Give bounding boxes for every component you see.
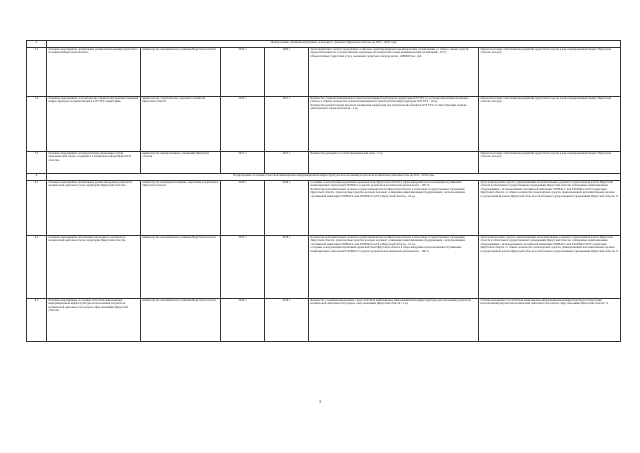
subprogram-title: Подпрограмма «Создание областной навигационно-информационной инфраструктуры использования результатов космической деятельности» на 2015 - 2016 годы xyxy=(47,174,621,181)
activity-cell: Основное мероприятие «Осуществление управления особой экономической зоной, созданной в Слюдянском районе Иркутской области» xyxy=(47,152,141,174)
indicators-cell: Количество исполнительных органов государственной власти Иркутской области и областных государственных учреждений Иркутской области, транспортные средства которых подлежат оснащению навигационным оборудованием с использованием спутниковой навигации ГЛОНАСС или ГЛОНАСС/GPS в Иркутской области - 14 ед.; Создание и актуализация нормативно-правовой базы Иркутской области в сфере внедрения и использования спутниковых навигационных технологий ГЛОНАСС и других результатов космической деятельности - 100 % xyxy=(309,236,479,299)
indicators-cell: Количество объектов инженерной и транспортной инфраструктуры на территории ОЭЗ ТРТ, по которым выполнены проектные работы, к общему количеству объектов инженерной и транспортной инфраструктуры ОЭЗ ТРТ - 16 ед.; Количество разработанных проектов планировки территории для строительства объектов ОЭЗ ТРТ, соответствующих нормам действующего законодательства - 3 ед. xyxy=(309,97,479,152)
indicators-cell: Создание и актуализация нормативно-правовой базы Иркутской области в сфере внедрения и использования спутниковых навигационных технологий ГЛОНАСС и других результатов космической деятельности - 100 %; Количество исполнительных органов государственной власти Иркутской области и областных государственных учреждений Иркутской области, транспортные средства которых подлежат оснащению навигационным оборудованием с использованием спутниковой навигации ГЛОНАСС или ГЛОНАСС/GPS в Иркутской области - 14 ед. xyxy=(309,181,479,236)
row-number: 6.2 xyxy=(27,236,47,299)
executor-cell: министерство экономического развития Иркутской области xyxy=(141,299,221,342)
table-row xyxy=(27,152,621,174)
end-year-cell: 2016 г. xyxy=(265,181,309,236)
end-year-cell: 2020 г. xyxy=(265,48,309,97)
executor-cell: министерство экономического развития Иркутской области xyxy=(141,236,221,299)
indicators-cell: Доля бюджетных средств, выделяемых социально-ориентированным некоммерческим организациям, от общего объема средств, предусмотренных на государственную поддержку на конкурсной основе некоммерческих организаций - 10 %; Объем платных туристских услуг, оказанных туристам и экскурсантам - 2485600 тыс. руб. xyxy=(309,48,479,97)
end-year-cell: 2017 г. xyxy=(265,152,309,174)
result-cell: Доля транспортных средств, принадлежащих исполнительным органам государственной власти Иркутской области и областным государственным учреждениям Иркутской области, оснащенных навигационным оборудованием с использованием спутниковой навигации ГЛОНАСС или ГЛОНАСС/GPS территории Иркутской области, от общего количества транспортных средств, принадлежащих исполнительным органам государственной власти Иркутской области и областным государственным учреждениям Иркутской области, % xyxy=(479,236,621,299)
row-number: 5.3 xyxy=(27,152,47,174)
subprogram-row xyxy=(27,174,621,181)
start-year-cell: 2016 г. xyxy=(221,181,265,236)
result-cell: Доля транспортных средств, принадлежащих исполнительным органам государственной власти Иркутской области и областным государственным учреждениям Иркутской области, оснащенных навигационным оборудованием с использованием спутниковой навигации ГЛОНАСС или ГЛОНАСС/GPS территории Иркутской области, от общего количества транспортных средств, принадлежащих исполнительным органам государственной власти Иркутской области и областным государственным учреждениям Иркутской области, % xyxy=(479,181,621,236)
row-number: 6.1 xyxy=(27,181,47,236)
activity-cell: Основное мероприятие «Создание областной навигационно-информационной инфраструктуры использования результатов космической деятельности в разрезе сфер экономики Иркутской области» xyxy=(47,299,141,342)
page-number: 3 xyxy=(319,399,321,404)
result-cell: Объем налоговых отчислений предприятий туристской отрасли в консолидированный бюджет Иркутской области, млн.руб. xyxy=(479,48,621,97)
subprogram-number: 5 xyxy=(27,41,47,48)
executor-cell: министерство экономического развития Иркутской области xyxy=(141,48,221,97)
row-number: 5.1 xyxy=(27,48,47,97)
table-row xyxy=(27,236,621,299)
executor-cell: министерство строительства, дорожного хозяйства Иркутской области xyxy=(141,97,221,152)
end-year-cell: 2017 г. xyxy=(265,97,309,152)
activity-cell: Основное мероприятие «Повышение уровня использования туристского потенциала Иркутской области» xyxy=(47,48,141,97)
indicators-cell: Количество резидентов особой экономической зоны - 5 ед. xyxy=(309,152,479,174)
executor-cell: министерство жилищной политики, энергетики и транспорта Иркутской области xyxy=(141,181,221,236)
indicators-cell: Количество созданных/внедренных слоев областной навигационно-информационной инфраструктуры использования результатов космической деятельности в разрезе сфер экономики Иркутской области - 2 ед. xyxy=(309,299,479,342)
table-row xyxy=(27,97,621,152)
row-number: 6.3 xyxy=(27,299,47,342)
row-number: 5.2 xyxy=(27,97,47,152)
result-cell: Степень насыщенности областной навигационно-информационной инфраструктуры результатами использования результатов космической деятельности в разрезе сфер экономики Иркутской области, % xyxy=(479,299,621,342)
table-row xyxy=(27,299,621,342)
end-year-cell: 2016 г. xyxy=(265,236,309,299)
start-year-cell: 2015 г. xyxy=(221,236,265,299)
start-year-cell: 2015 г. xyxy=(221,48,265,97)
end-year-cell: 2016 г. xyxy=(265,299,309,342)
subprogram-row xyxy=(27,41,621,48)
activity-cell: Основное мероприятие «Реализация проводимого результатов космической деятельности на территории Иркутской области» xyxy=(47,236,141,299)
start-year-cell: 2016 г. xyxy=(221,299,265,342)
result-cell: Объем налоговых отчислений предприятий туристской отрасли в консолидированный бюджет Иркутской области, млн.руб. xyxy=(479,97,621,152)
activity-cell: Основное мероприятие «Повышение уровня внедрения результатов космической деятельности на территории Иркутской области» xyxy=(47,181,141,236)
result-cell: Объем налоговых отчислений предприятий туристской отрасли в консолидированный бюджет Иркутской области, млн.руб. xyxy=(479,152,621,174)
table-row xyxy=(27,48,621,97)
subprogram-number: 6 xyxy=(27,174,47,181)
document-sheet xyxy=(26,40,620,373)
start-year-cell: 2015 г. xyxy=(221,97,265,152)
subprogram-title: Подпрограмма «Развитие внутреннего и въездного туризма в Иркутской области» на 2015 - 2020 годы xyxy=(47,41,621,48)
program-activities-table xyxy=(26,40,621,342)
executor-cell: министерство имущественных отношений Иркутской области xyxy=(141,152,221,174)
start-year-cell: 2017 г. xyxy=(221,152,265,174)
table-row xyxy=(27,181,621,236)
activity-cell: Основное мероприятие «Строительство объектов внутренней и внешней инфраструктуры на прилегающей к СОЗ ТРТ территории» xyxy=(47,97,141,152)
